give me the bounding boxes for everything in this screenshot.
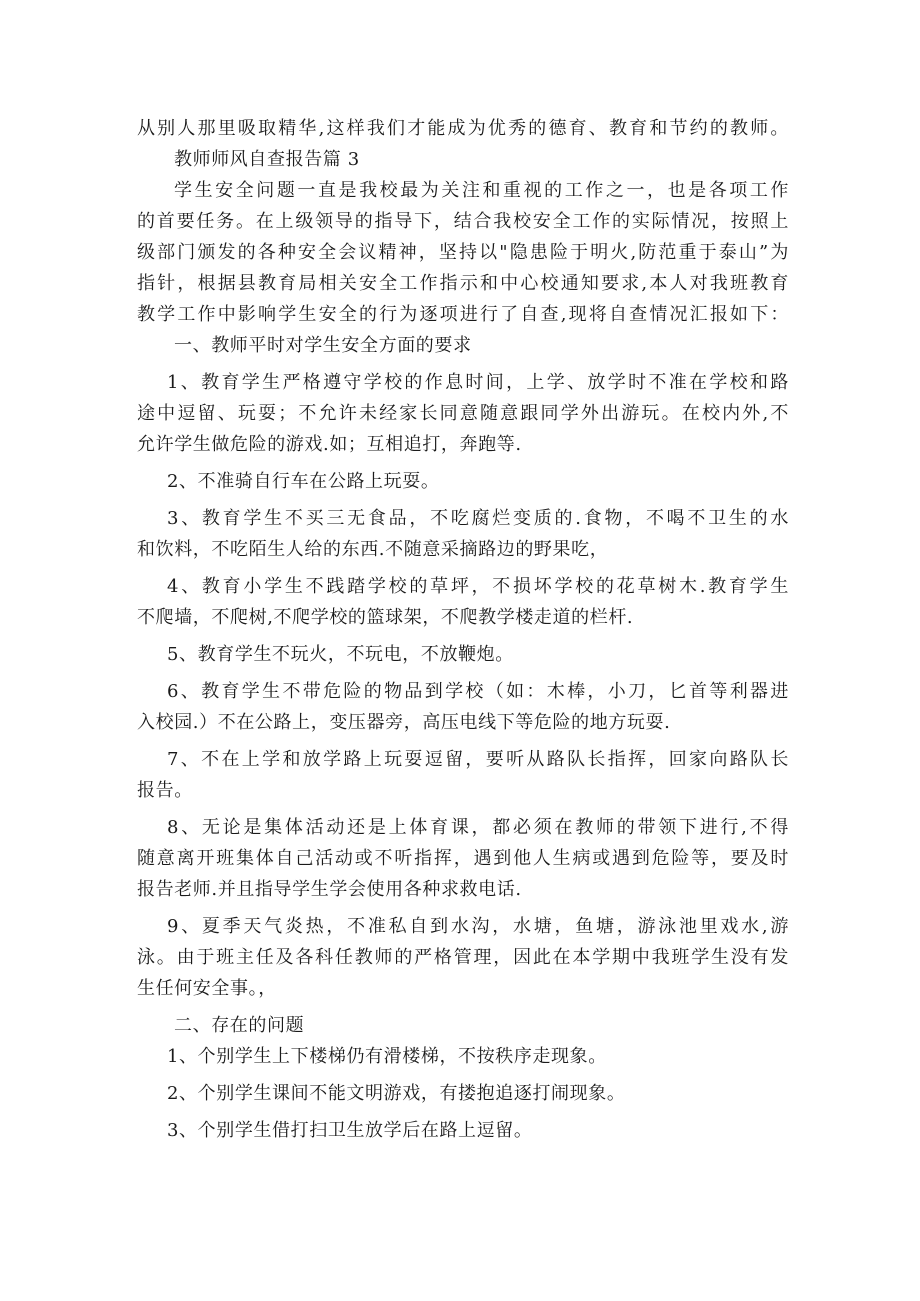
- text-line: 7、不在上学和放学路上玩耍逗留，要听从路队长指挥，回家向路队长: [167, 749, 789, 770]
- text-line: 学生安全问题一直是我校最为关注和重视的工作之一，也是各项工作: [174, 180, 789, 201]
- document-body: [137, 113, 789, 1146]
- text-line: 1、教育学生严格遵守学校的作息时间，上学、放学时不准在学校和路: [167, 372, 789, 393]
- text-line: 允许学生做危险的游戏.如；互相追打，奔跑等.: [137, 434, 522, 455]
- text-line: 3、教育学生不买三无食品，不吃腐烂变质的.食物，不喝不卫生的水: [167, 508, 789, 529]
- text-line: 教学工作中影响学生安全的行为逐项进行了自查,现将自查情况汇报如下：: [137, 304, 789, 325]
- text-line: 级部门颁发的各种安全会议精神，坚持以"隐患险于明火,防范重于泰山”为: [137, 242, 789, 263]
- text-line: 2、个别学生课间不能文明游戏，有搂抱追逐打闹现象。: [167, 1083, 626, 1104]
- text-line: 6、教育学生不带危险的物品到学校（如：木棒，小刀，匕首等利器进: [167, 681, 789, 702]
- text-line: 报告老师.并且指导学生学会使用各种求救电话.: [137, 879, 522, 900]
- text-line: 和饮料，不吃陌生人给的东西.不随意采摘路边的野果吃，: [137, 539, 609, 560]
- section-heading: 一、教师平时对学生安全方面的要求: [174, 335, 472, 356]
- text-line: 生任何安全事。，: [137, 978, 277, 999]
- text-line: 泳。由于班主任及各科任教师的严格管理，因此在本学期中我班学生没有发: [137, 947, 789, 968]
- text-line: 5、教育学生不玩火，不玩电，不放鞭炮。: [167, 644, 514, 665]
- text-line: 从别人那里吸取精华,这样我们才能成为优秀的德育、教育和节约的教师。: [137, 118, 789, 139]
- text-line: 随意离开班集体自己活动或不听指挥，遇到他人生病或遇到危险等，要及时: [137, 848, 789, 869]
- text-line: 1、个别学生上下楼梯仍有滑楼梯，不按秩序走现象。: [167, 1046, 607, 1067]
- text-line: 报告。: [137, 780, 193, 801]
- text-line: 2、不准骑自行车在公路上玩耍。: [167, 471, 440, 492]
- text-line: 的首要任务。在上级领导的指导下，结合我校安全工作的实际情况，按照上: [137, 211, 789, 232]
- text-line: 9、夏季天气炎热，不准私自到水沟，水塘，鱼塘，游泳池里戏水,游: [167, 916, 789, 937]
- section-title: 教师师风自查报告篇 3: [174, 149, 360, 170]
- text-line: 3、个别学生借打扫卫生放学后在路上逗留。: [167, 1120, 533, 1141]
- text-line: 途中逗留、玩耍；不允许未经家长同意随意跟同学外出游玩。在校内外,不: [137, 403, 789, 424]
- section-heading: 二、存在的问题: [174, 1015, 305, 1036]
- text-line: 指针，根据县教育局相关安全工作指示和中心校通知要求,本人对我班教育: [137, 273, 789, 294]
- text-line: 入校园.）不在公路上，变压器旁，高压电线下等危险的地方玩耍.: [137, 712, 671, 733]
- text-line: 不爬墙，不爬树,不爬学校的篮球架，不爬教学楼走道的栏杆.: [137, 607, 634, 628]
- text-line: 8、无论是集体活动还是上体育课，都必须在教师的带领下进行,不得: [167, 817, 789, 838]
- text-line: 4、教育小学生不践踏学校的草坪，不损坏学校的花草树木.教育学生: [167, 576, 789, 597]
